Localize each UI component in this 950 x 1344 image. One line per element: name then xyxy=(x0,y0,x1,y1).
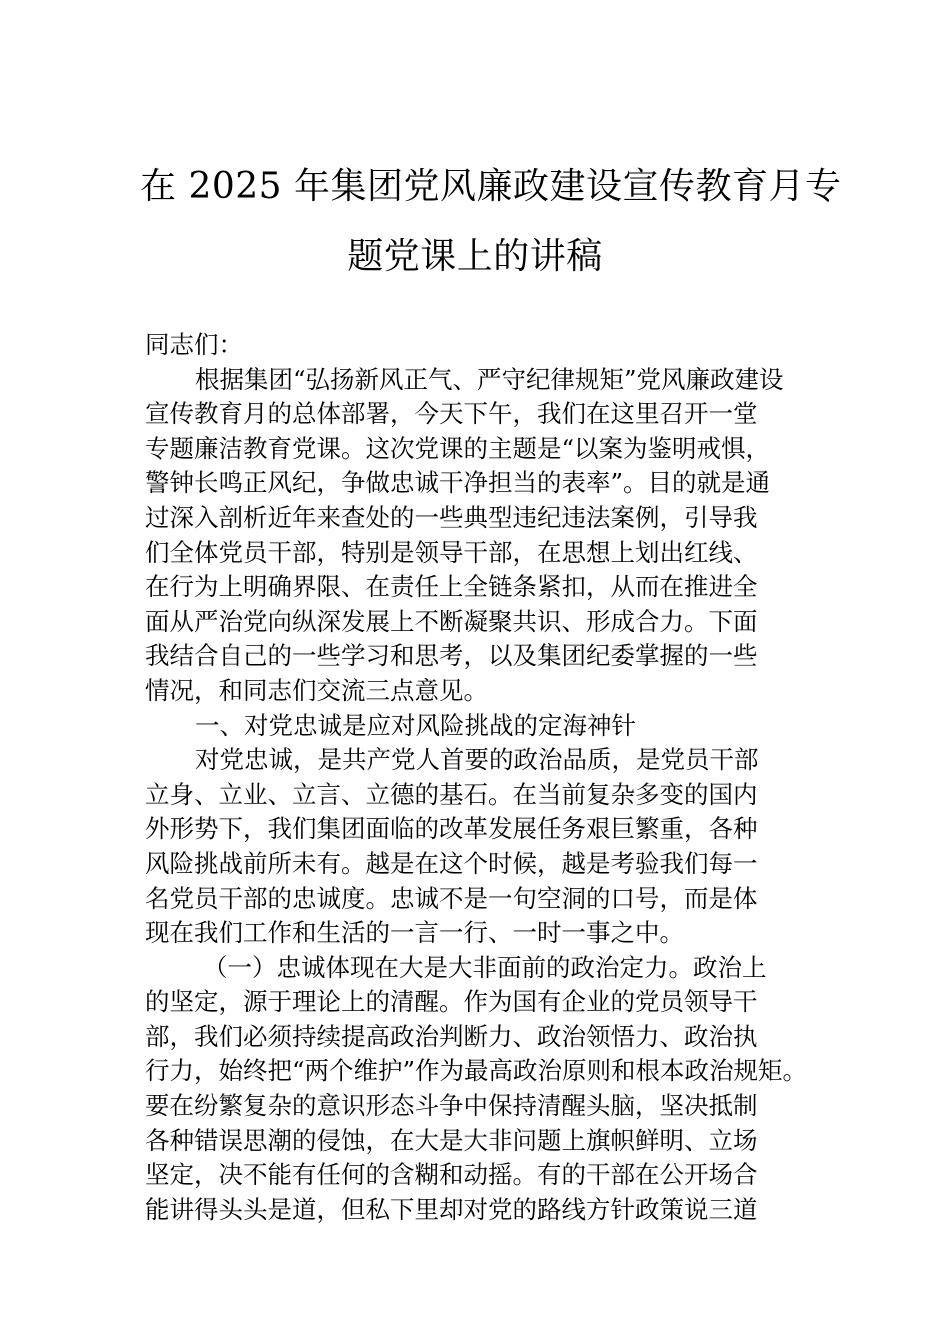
salutation: 同志们： xyxy=(145,330,243,359)
document-title-line-1: 在 2025 年集团党风廉政建设宣传教育月专 xyxy=(140,166,842,207)
paragraph-line: 对党忠诚，是共产党人首要的政治品质，是党员干部 xyxy=(195,745,759,775)
paragraph-line: 我结合自己的一些学习和思考，以及集团纪委掌握的一些 xyxy=(145,641,758,671)
paragraph-line: 名党员干部的忠诚度。忠诚不是一句空洞的口号，而是体 xyxy=(145,883,758,913)
document-title-line-2: 题党课上的讲稿 xyxy=(347,236,603,277)
paragraph-line: 根据集团“弘扬新风正气、严守纪律规矩”党风廉政建设 xyxy=(195,364,784,394)
paragraph-line: 风险挑战前所未有。越是在这个时候，越是考验我们每一 xyxy=(145,848,758,878)
paragraph-line: 在行为上明确界限、在责任上全链条紧扣，从而在推进全 xyxy=(145,572,758,602)
paragraph-line: 要在纷繁复杂的意识形态斗争中保持清醒头脑，坚决抵制 xyxy=(145,1091,758,1121)
paragraph-line: 坚定，决不能有任何的含糊和动摇。有的干部在公开场合 xyxy=(145,1160,758,1190)
paragraph-line: 过深入剖析近年来查处的一些典型违纪违法案例，引导我 xyxy=(145,502,758,532)
paragraph-line: 专题廉洁教育党课。这次党课的主题是“以案为鉴明戒惧， xyxy=(145,433,771,463)
document-body xyxy=(145,328,825,1227)
paragraph-line: 现在我们工作和生活的一言一行、一时一事之中。 xyxy=(145,918,684,948)
paragraph-line: 行力，始终把“两个维护”作为最高政治原则和根本政治规矩。 xyxy=(145,1056,808,1086)
paragraph-line: 立身、立业、立言、立德的基石。在当前复杂多变的国内 xyxy=(145,779,758,809)
paragraph-line: 各种错误思潮的侵蚀，在大是大非问题上旗帜鲜明、立场 xyxy=(145,1125,758,1155)
paragraph-line: 的坚定，源于理论上的清醒。作为国有企业的党员领导干 xyxy=(145,987,758,1017)
paragraph-line: 们全体党员干部，特别是领导干部，在思想上划出红线、 xyxy=(145,537,758,567)
paragraph-line: 面从严治党向纵深发展上不断凝聚共识、形成合力。下面 xyxy=(145,606,758,636)
paragraph-line: 宣传教育月的总体部署，今天下午，我们在这里召开一堂 xyxy=(145,399,758,429)
paragraph-line: 情况，和同志们交流三点意见。 xyxy=(145,675,488,705)
paragraph-line: 部，我们必须持续提高政治判断力、政治领悟力、政治执 xyxy=(145,1021,758,1051)
paragraph-line: 警钟长鸣正风纪，争做忠诚干净担当的表率”。目的就是通 xyxy=(145,468,771,498)
subsection-line: （一）忠诚体现在大是大非面前的政治定力。政治上 xyxy=(203,952,767,982)
paragraph-line: 能讲得头头是道，但私下里却对党的路线方针政策说三道 xyxy=(145,1194,758,1224)
section-heading: 一、对党忠诚是应对风险挑战的定海神针 xyxy=(195,710,636,740)
paragraph-line: 外形势下，我们集团面临的改革发展任务艰巨繁重，各种 xyxy=(145,814,758,844)
